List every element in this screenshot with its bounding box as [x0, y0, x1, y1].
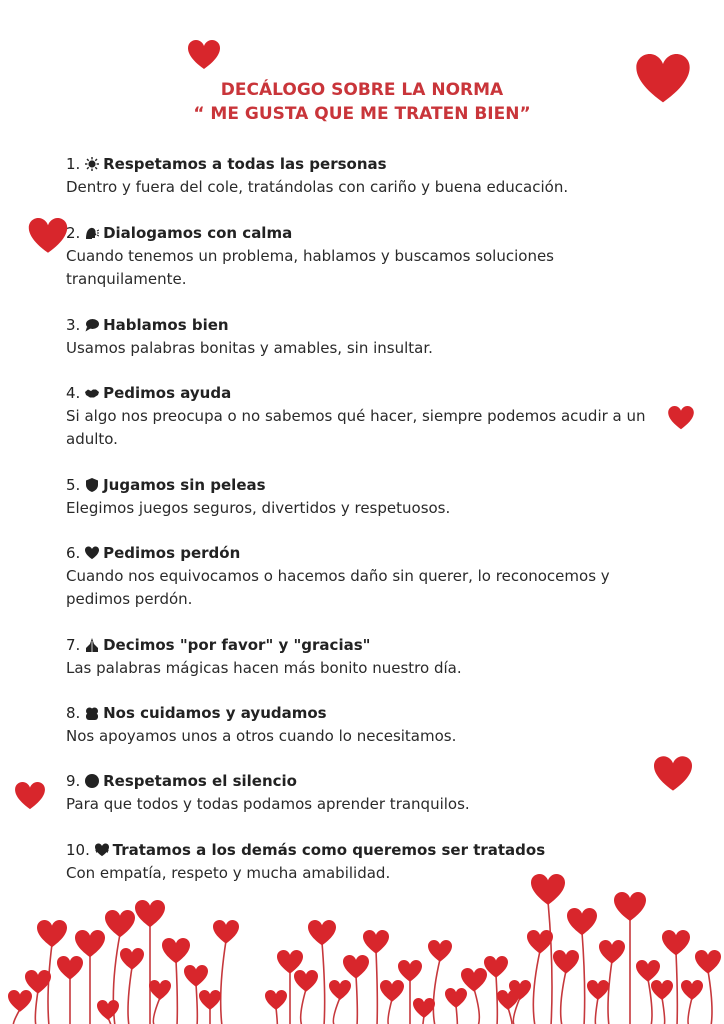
flower-heart-icon: [636, 960, 660, 982]
flower-stem: [221, 941, 226, 1024]
item-number: 9.: [66, 772, 81, 790]
item-number: 5.: [66, 476, 81, 494]
flower-heart-icon: [681, 980, 703, 1000]
shield-icon: [85, 478, 99, 492]
flower-heart-icon: [120, 948, 144, 970]
item-description: Cuando nos equivocamos o hacemos daño sin querer, lo reconocemos y pedimos perdón.: [66, 567, 610, 608]
flower-heart-icon: [213, 920, 239, 944]
item-label: Respetamos el silencio: [103, 772, 297, 790]
flower-stem: [376, 951, 377, 1024]
circle-icon: [85, 774, 99, 788]
item-label: Decimos "por favor" y "gracias": [103, 636, 371, 654]
flower-stem: [333, 998, 340, 1024]
flower-stem: [595, 998, 598, 1024]
flower-heart-icon: [25, 970, 51, 994]
flower-heart-icon: [199, 990, 221, 1010]
praying-hands-icon: [85, 638, 99, 652]
flower-heart-icon: [614, 892, 646, 921]
flower-heart-icon: [184, 965, 208, 987]
flower-stem: [433, 959, 440, 1024]
flower-heart-icon: [651, 980, 673, 1000]
flower-heart-icon: [484, 956, 508, 978]
list-item-2: [66, 222, 666, 291]
item-description: Para que todos y todas podamos aprender tranquilos.: [66, 795, 470, 813]
flower-stem: [496, 975, 497, 1024]
heart-decoration-icon: [188, 40, 220, 70]
flower-stem: [456, 1006, 457, 1024]
sun-icon: [85, 157, 99, 171]
item-label: Tratamos a los demás como queremos ser tratados: [112, 841, 546, 859]
page-title: [0, 78, 724, 126]
flower-heart-icon: [567, 908, 597, 935]
flower-heart-icon: [265, 990, 287, 1010]
list-item-4: [66, 382, 666, 451]
flower-stem: [48, 944, 52, 1024]
flower-stem: [388, 999, 392, 1024]
flower-heart-icon: [380, 980, 404, 1002]
flower-heart-icon: [37, 920, 67, 947]
flower-stem: [196, 984, 197, 1024]
flower-stem: [301, 989, 306, 1024]
item-description: Elegimos juegos seguros, divertidos y respetuosos.: [66, 499, 451, 517]
heart-decoration-icon: [28, 218, 68, 254]
flower-stem: [548, 901, 552, 1024]
flower-heart-icon: [308, 920, 336, 945]
item-label: Pedimos ayuda: [103, 384, 232, 402]
handshake-icon: [85, 386, 99, 400]
item-label: Respetamos a todas las personas: [103, 155, 387, 173]
flower-heart-icon: [531, 874, 565, 905]
flower-stem: [561, 971, 566, 1024]
item-description: Si algo nos preocupa o no sabemos qué hacer, siempre podemos acudir a un adulto.: [66, 407, 646, 448]
flower-stem: [35, 991, 38, 1024]
talking-head-icon: [85, 226, 99, 240]
flower-heart-icon: [445, 988, 467, 1008]
list-item-6: [66, 542, 666, 611]
flower-stem: [176, 960, 177, 1024]
heart-flowers-decoration: [0, 860, 724, 1024]
list-item-7: [66, 634, 666, 680]
flower-heart-icon: [695, 950, 721, 974]
flower-heart-icon: [662, 930, 690, 955]
item-number: 3.: [66, 316, 81, 334]
list-item-3: [66, 314, 666, 360]
flower-heart-icon: [343, 955, 369, 979]
item-number: 1.: [66, 155, 81, 173]
item-number: 8.: [66, 704, 81, 722]
item-label: Dialogamos con calma: [103, 224, 293, 242]
flower-stem: [13, 1009, 20, 1024]
item-label: Nos cuidamos y ayudamos: [103, 704, 327, 722]
flower-stem: [708, 971, 712, 1024]
heart-hands-icon: [95, 843, 109, 857]
flower-heart-icon: [413, 998, 435, 1018]
item-number: 2.: [66, 224, 81, 242]
item-label: Jugamos sin peleas: [103, 476, 266, 494]
flower-stem: [153, 998, 160, 1024]
flower-heart-icon: [294, 970, 318, 992]
flower-heart-icon: [587, 980, 609, 1000]
flower-heart-icon: [363, 930, 389, 954]
heart-icon: [85, 546, 99, 560]
item-label: Pedimos perdón: [103, 544, 241, 562]
flower-stem: [508, 1008, 512, 1024]
flower-heart-icon: [553, 950, 579, 974]
flower-heart-icon: [599, 940, 625, 964]
flower-heart-icon: [135, 900, 165, 927]
item-description: Con empatía, respeto y mucha amabilidad.: [66, 864, 391, 882]
item-number: 4.: [66, 384, 81, 402]
flower-stem: [474, 989, 479, 1024]
speech-bubble-icon: [85, 318, 99, 332]
item-description: Nos apoyamos unos a otros cuando lo necesitamos.: [66, 727, 457, 745]
flower-heart-icon: [57, 956, 83, 980]
item-number: 7.: [66, 636, 81, 654]
flower-stem: [662, 998, 665, 1024]
flower-stem: [128, 967, 132, 1024]
heart-decoration-icon: [668, 406, 694, 430]
list-item-1: [66, 153, 666, 199]
flower-heart-icon: [97, 1000, 119, 1020]
flower-stem: [276, 1008, 277, 1024]
flower-heart-icon: [461, 968, 487, 992]
flower-stem: [582, 932, 585, 1024]
flower-heart-icon: [105, 910, 135, 937]
flower-stem: [356, 976, 357, 1024]
title-line-2: “ ME GUSTA QUE ME TRATEN BIEN”: [193, 104, 531, 124]
flower-stem: [688, 998, 692, 1024]
flower-heart-icon: [149, 980, 171, 1000]
list-item-9: [66, 770, 666, 816]
flower-heart-icon: [428, 940, 452, 962]
flower-heart-icon: [8, 990, 32, 1012]
flower-heart-icon: [527, 930, 553, 954]
flower-heart-icon: [277, 950, 303, 974]
flower-heart-icon: [398, 960, 422, 982]
flower-heart-icon: [162, 938, 190, 963]
heart-decoration-icon: [14, 782, 46, 810]
flower-heart-icon: [329, 980, 351, 1000]
title-line-1: DECÁLOGO SOBRE LA NORMA: [220, 80, 504, 100]
people-icon: [85, 706, 99, 720]
item-description: Las palabras mágicas hacen más bonito nuestro día.: [66, 659, 462, 677]
flower-stem: [676, 952, 677, 1024]
item-number: 10.: [66, 841, 90, 859]
flower-stem: [608, 961, 612, 1024]
flower-stem: [322, 942, 325, 1024]
flower-heart-icon: [75, 930, 105, 957]
list-item-5: [66, 474, 666, 520]
item-number: 6.: [66, 544, 81, 562]
flower-stem: [533, 951, 540, 1024]
list-item-8: [66, 702, 666, 748]
item-description: Dentro y fuera del cole, tratándolas con cariño y buena educación.: [66, 178, 569, 196]
item-label: Hablamos bien: [103, 316, 229, 334]
item-description: Usamos palabras bonitas y amables, sin insultar.: [66, 339, 433, 357]
item-description: Cuando tenemos un problema, hablamos y buscamos soluciones tranquilamente.: [66, 247, 554, 288]
